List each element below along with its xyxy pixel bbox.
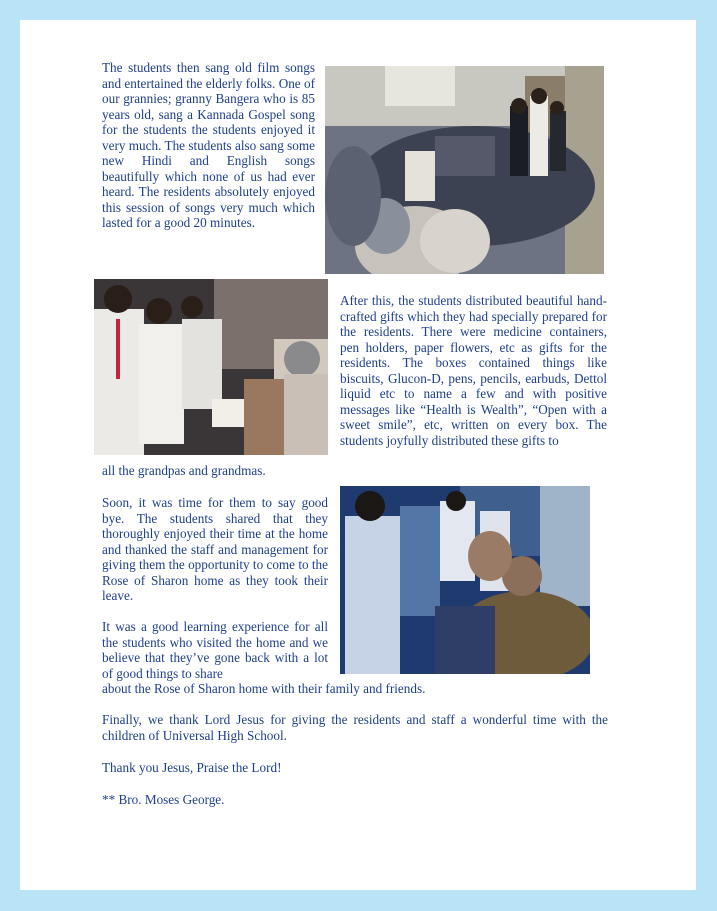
paragraph-learning: It was a good learning experience for all the students who visited the home and we believe that they’ve gone back with a lot of good things to share xyxy=(102,619,328,681)
paragraph-learning-continued: about the Rose of Sharon home with their family and friends. xyxy=(102,681,426,696)
photo-farewell xyxy=(340,486,590,674)
document-page xyxy=(20,20,696,890)
paragraph-singing: The students then sang old film songs and entertained the elderly folks. One of our grannies; granny Bangera who is 85 years old, sang a Kannada Gospel song for the students the students enjoyed it very much. The students also sang some new Hindi and English songs beautifully which none of us had ever heard. The residents absolutely enjoyed this session of songs very much which lasted for a good 20 minutes. xyxy=(102,60,315,230)
paragraph-goodbye: Soon, it was time for them to say good bye. The students shared that they thoroughly enjoyed their time at the home and thanked the staff and management for giving them the opportunity to come to the Rose of Sharon home as they took their leave. xyxy=(102,495,328,603)
paragraph-thanks: Finally, we thank Lord Jesus for giving the residents and staff a wonderful time with the children of Universal High School. xyxy=(102,712,608,743)
paragraph-gifts-continued: all the grandpas and grandmas. xyxy=(102,463,266,478)
author-signature: ** Bro. Moses George. xyxy=(102,792,225,807)
photo-students-singing xyxy=(325,66,604,274)
paragraph-praise: Thank you Jesus, Praise the Lord! xyxy=(102,760,282,775)
paragraph-gifts: After this, the students distributed beautiful hand-crafted gifts which they had specially prepared for the residents. There were medicine containers, pen holders, paper flowers, etc as gifts for the residents. The boxes contained things like biscuits, Glucon-D, pens, pencils, earbuds, Dettol liquid etc to name a few and with positive messages like “Health is Wealth”, “Open with a sweet smile”, etc, written on every box. The students joyfully distributed these gifts to xyxy=(340,293,607,448)
photo-students-giving-gifts xyxy=(94,279,328,455)
